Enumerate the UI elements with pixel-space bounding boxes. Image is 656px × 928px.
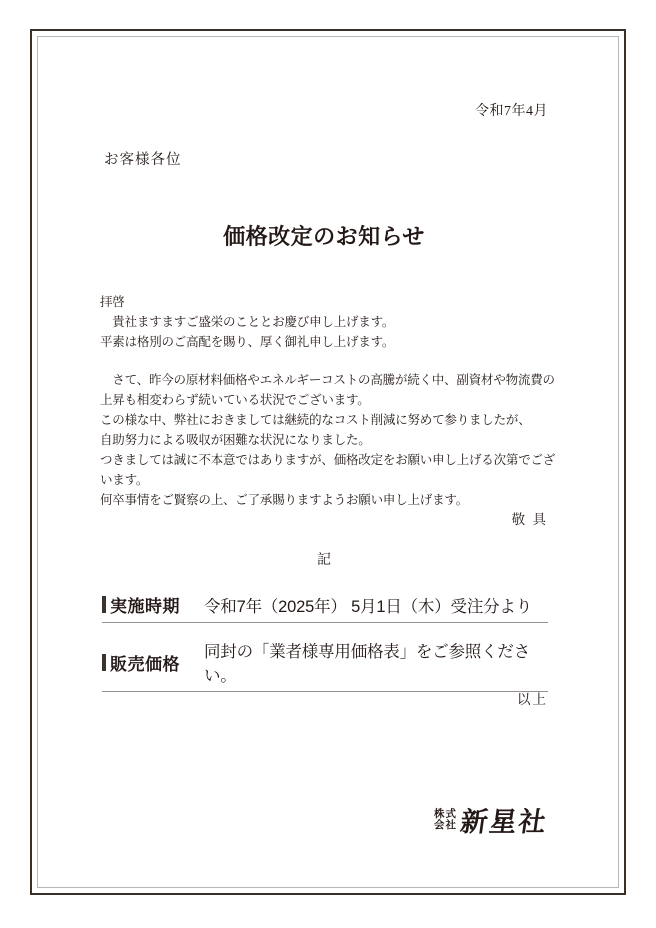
body-line: 貴社ますますご盛栄のこととお慶び申し上げます。: [100, 315, 395, 329]
row-label: 実施時期: [110, 597, 180, 616]
row-value: 同封の「業者様専用価格表」をご参照ください。: [204, 643, 531, 685]
notice-table: [102, 592, 548, 692]
body-line: 何卒事情をご賢察の上、ご了承賜りますようお願い申し上げます。: [100, 493, 469, 507]
row-label: 販売価格: [110, 654, 180, 674]
letter-body: [100, 292, 566, 530]
body-line: さて、昨今の原材料価格やエネルギーコストの高騰が続く中、副資材や物流費の: [100, 373, 555, 387]
body-paragraph-2: [100, 370, 566, 510]
accent-bar-icon: [102, 654, 106, 671]
company-prefix: [434, 809, 457, 830]
body-paragraph-1: [100, 292, 566, 352]
accent-bar-icon: [102, 596, 106, 613]
body-line: 拝啓: [100, 295, 125, 309]
company-prefix-line1: 株式: [434, 808, 457, 820]
sales-price-row: [102, 638, 548, 692]
row-value: 令和7年（2025年） 5月1日（木）受注分より: [204, 597, 533, 616]
letter-date: 令和7年4月: [475, 104, 548, 119]
company-prefix-line2: 会社: [434, 818, 457, 831]
company-name: 新星社: [458, 807, 550, 837]
closing-keigu: 敬 具: [511, 512, 548, 527]
record-heading: 記: [317, 553, 331, 568]
letter-title: 価格改定のお知らせ: [223, 224, 425, 249]
implementation-date-row: [102, 592, 548, 623]
body-line: 平素は格別のご高配を賜り、厚く御礼申し上げます。: [100, 335, 395, 349]
end-marker: 以上: [517, 692, 548, 707]
body-line: この様な中、弊社におきましては継続的なコスト削減に努めて参りましたが、: [100, 413, 531, 427]
body-line: 自助努力による吸収が困難な状況になりました。: [100, 433, 371, 447]
body-line: 上昇も相変わらず続いている状況でございます。: [100, 393, 370, 407]
company-logo: [100, 800, 548, 839]
body-line: つきましては誠に不本意ではありますが、価格改定をお願い申し上げる次第でございます。: [100, 453, 556, 487]
letter-content: [100, 0, 556, 928]
recipient-line: お客様各位: [104, 152, 182, 168]
